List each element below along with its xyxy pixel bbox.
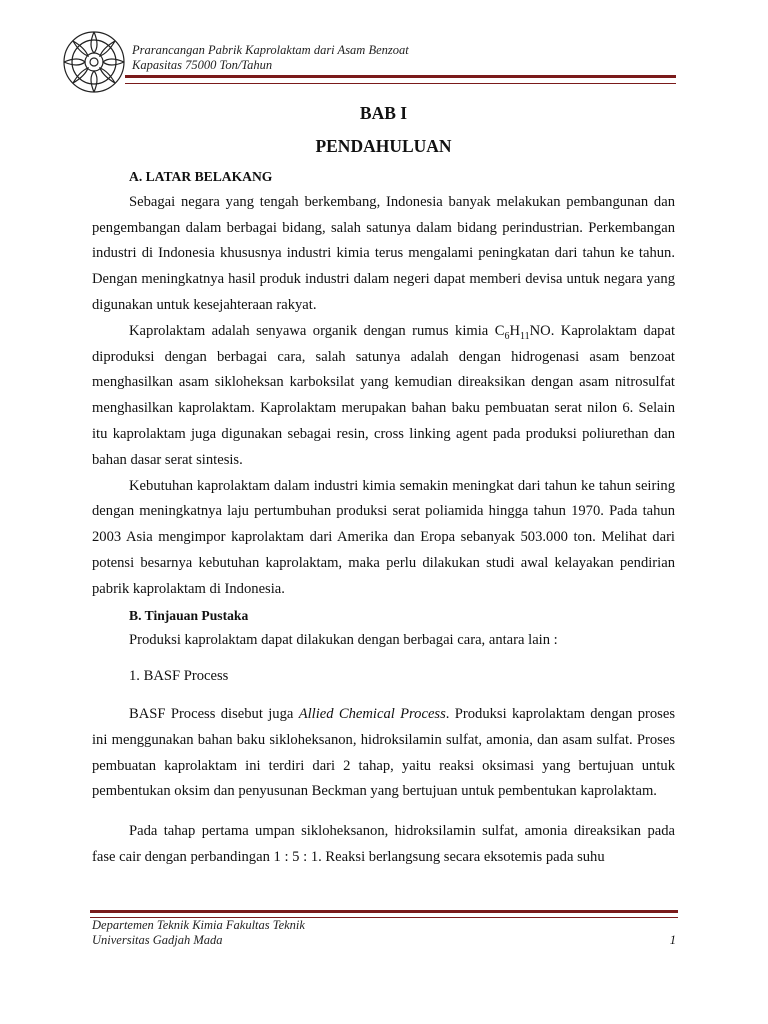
chapter-number: BAB I [359,103,408,123]
chapter-title: PENDAHULUAN [315,136,452,156]
section-a-heading: A. LATAR BELAKANG [129,169,273,184]
header-rule [125,75,676,84]
section-b-heading: B. Tinjauan Pustaka [129,607,249,623]
paragraph-2: Kaprolaktam adalah senyawa organik dengan rumus kimia $C_6H_{11}NO$. Kaprolaktam dapat diproduksi dengan berbagai cara, salah satunya adalah dengan hidrogenasi asam benzoat menghasilkan asam sikloheksan karboksilat yang kemudian direaksikan dengan asam nitrosulfat menghasilkan kaprolaktam. Kaprolaktam merupakan bahan baku pembuatan serat nilon 6. Selain itu kaprolaktam juga digunakan sebagai resin, cross linking agent pada produksi poliurethan dan bahan dasar serat sintesis. [92,322,675,468]
university-seal-icon [60,28,128,96]
document-body [92,100,675,871]
paragraph-3: Kebutuhan kaprolaktam dalam industri kimia semakin meningkat dari tahun ke tahun seiring dengan meningkatnya laju pertumbuhan produksi serat poliamida hingga tahun 1970. Pada tahun 2003 Asia mengimpor kaprolaktam dari Amerika dan Eropa sebanyak 503.000 ton. Melihat dari potensi besarnya kebutuhan kaprolaktam, maka perlu dilakukan studi awal kelayakan pendirian pabrik kaprolaktam di Indonesia. [92,477,675,597]
paragraph-1: Sebagai negara yang tengah berkembang, Indonesia banyak melakukan pembangunan dan pengembangan dalam berbagai bidang, salah satunya dalam bidang perindustrian. Perkembangan industri di Indonesia khususnya industri kimia terus mengalami peningkatan dari tahun ke tahun. Dengan meningkatnya hasil produk industri dalam negeri dapat memberi devisa untuk negara yang digunakan untuk kesejahteraan rakyat. [92,193,675,313]
page-number: 1 [669,933,676,947]
paragraph-6: Pada tahap pertama umpan sikloheksanon, hidroksilamin sulfat, amonia direaksikan pada fase cair dengan perbandingan 1 : 5 : 1. Reaksi berlangsung secara eksotemis pada suhu [92,823,675,865]
paragraph-5: BASF Process disebut juga Allied Chemical Process. Produksi kaprolaktam dengan proses ini menggunakan bahan baku sikloheksanon, hidroksilamin sulfat, amonia, dan asam sulfat. Proses pembuatan kaprolaktam ini terdiri dari 2 tahap, yaitu reaksi oksimasi yang bertujuan untuk pembentukan oksim dan penyusunan Beckman yang bertujuan untuk pembentukan kaprolaktam. [92,705,676,800]
list-item-basf: 1. BASF Process [129,668,229,685]
header-capacity: Kapasitas 75000 Ton/Tahun [132,58,273,72]
footer-department: Departemen Teknik Kimia Fakultas Teknik [92,918,305,932]
page-header [0,0,768,92]
footer-university: Universitas Gadjah Mada [92,933,223,947]
paragraph-4: Produksi kaprolaktam dapat dilakukan dengan berbagai cara, antara lain : [129,632,558,649]
footer-rule [90,910,678,918]
header-title: Prarancangan Pabrik Kaprolaktam dari Asam Benzoat [132,43,409,57]
